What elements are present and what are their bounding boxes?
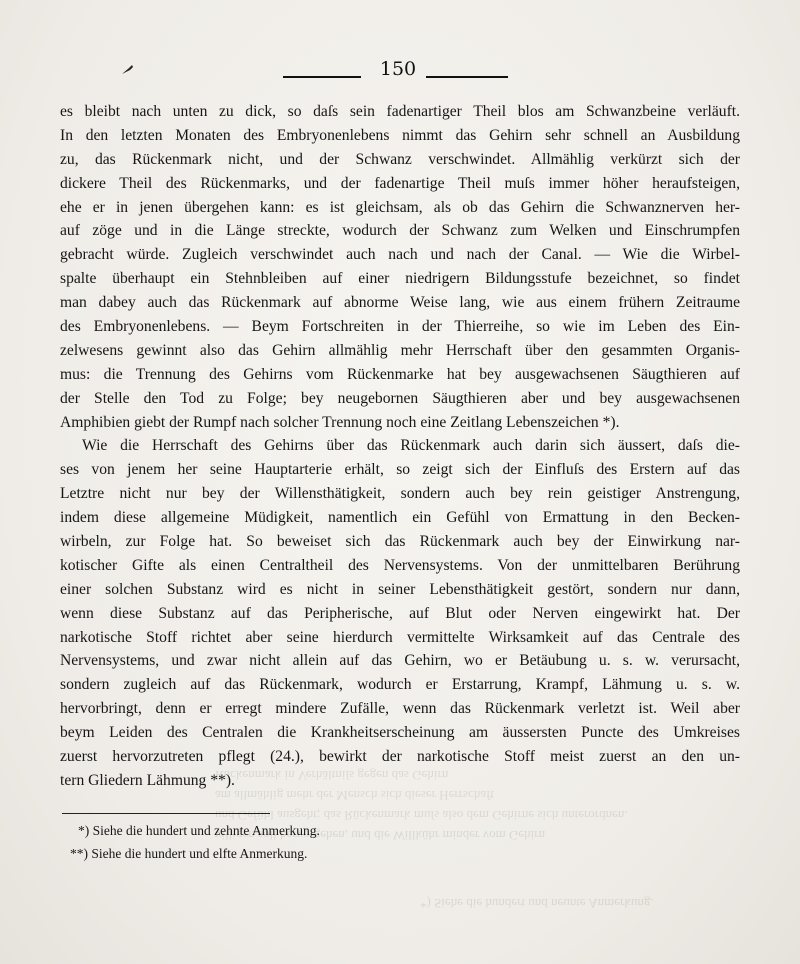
text-line: auf zöge und in die Länge streckte, wodurch der Schwanz zum Welken und Einschrumpfen bbox=[60, 222, 740, 240]
bleed-through-footnote: *) Siehe die hundert und neunte Anmerkung. bbox=[420, 896, 654, 911]
text-line: einer solchen Substanz wird es nicht in seiner Lebensthätigkeit gestört, sondern nur dann, bbox=[60, 580, 740, 598]
text-line: Amphibien giebt der Rumpf nach solcher Trennung noch eine Zeitlang Lebenszeichen *). bbox=[60, 413, 620, 431]
text-line: Letztre nicht nur bey der Willensthätigkeit, sondern auch bey rein geistiger Anstrengung, bbox=[60, 485, 740, 503]
text-line: wenn diese Substanz auf das Peripherische, auf Blut oder Nerven eingewirkt hat. Der bbox=[60, 604, 740, 622]
footnote: *) Siehe die hundert und zehnte Anmerkung. bbox=[78, 823, 320, 838]
ink-mark-icon bbox=[120, 62, 136, 78]
bleed-through-text: villigen soll hervorgehen, und die Willkühr minder vom Gehirn und Gefühl ausgeht; das Rückenmark muſs also dem Gehirne sich unterordnen. am allmählig mehr der Mensch sich dieser Herrschaft Rückenmark in Verhältniſs gegen das Gehirn bbox=[215, 768, 628, 843]
text-line: narkotische Stoff richtet aber seine hierdurch vermittelte Wirksamkeit auf das Centrale des bbox=[60, 628, 740, 646]
text-line: es bleibt nach unten zu dick, so daſs sein fadenartiger Theil blos am Schwanzbeine verläuft. bbox=[60, 103, 740, 120]
page-header bbox=[0, 58, 800, 90]
text-line: der Stelle den Tod zu Folge; bey neugebornen Säugthieren aber und bey ausgewachsenen bbox=[60, 389, 740, 407]
text-line: des Embryonenlebens. — Beym Fortschreiten in der Thierreihe, so wie im Leben des Ein- bbox=[60, 318, 740, 336]
body-text bbox=[60, 100, 740, 793]
text-line: zelwesens gewinnt also das Gehirn allmählig mehr Herrschaft über den gesammten Organis- bbox=[60, 341, 740, 359]
text-line: sondern zugleich auf das Rückenmark, wodurch er Erstarrung, Krampf, Lähmung u. s. w. bbox=[60, 676, 740, 694]
text-line: mus: die Trennung des Gehirns vom Rückenmarke hat bey ausgewachsenen Säugthieren auf bbox=[60, 365, 740, 383]
footnote: **) Siehe die hundert und elfte Anmerkung. bbox=[70, 846, 308, 861]
text-line: Nervensystems, und zwar nicht allein auf das Gehirn, wo er Betäubung u. s. w. verursacht, bbox=[60, 652, 740, 670]
page-number: 150 bbox=[379, 58, 417, 80]
text-line: spalte überhaupt ein Stehnbleiben auf einer niedrigern Bildungsstufe bezeichnet, so findet bbox=[60, 270, 740, 288]
text-line: In den letzten Monaten des Embryonenlebens nimmt das Gehirn sehr schnell an Ausbildung bbox=[60, 126, 740, 144]
paragraph bbox=[60, 434, 740, 792]
text-line: kotischer Gifte als einen Centraltheil des Nervensystems. Von der unmittelbaren Berührung bbox=[60, 556, 740, 574]
text-line: wirbeln, zur Folge hat. So beweiset sich das Rückenmark auch bey der Einwirkung nar- bbox=[60, 533, 740, 551]
text-line: gebracht würde. Zugleich verschwindet auch nach und nach der Canal. — Wie die Wirbel- bbox=[60, 246, 740, 264]
text-line: zu, das Rückenmark nicht, und der Schwanz verschwindet. Allmählig verkürzt sich der bbox=[60, 150, 740, 168]
text-line: ehe er in jenen übergehen kann: es ist gleichsam, als ob das Gehirn die Schwanznerven her- bbox=[60, 198, 740, 216]
header-rule-left bbox=[283, 76, 361, 78]
paragraph bbox=[60, 100, 740, 434]
text-line: man dabey auch das Rückenmark auf abnorme Weise lang, wie aus einem frühern Zeitraume bbox=[60, 294, 740, 312]
text-line: dickere Theil des Rückenmarks, und der fadenartige Theil muſs immer höher heraufsteigen, bbox=[60, 174, 740, 192]
text-line: ses von jenem her seine Hauptarterie erhält, so zeigt sich der Einfluſs des Erstern auf das bbox=[60, 461, 740, 479]
text-line: zuerst hervorzutreten pflegt (24.), bewirkt der narkotische Stoff meist zuerst an den un- bbox=[60, 748, 740, 766]
text-line: beym Leiden des Centralen die Krankheitserscheinung am äussersten Puncte des Umkreises bbox=[60, 724, 740, 742]
text-line: tern Gliedern Lähmung **). bbox=[60, 771, 235, 789]
text-line: Wie die Herrschaft des Gehirns über das Rückenmark auch darin sich äussert, daſs die- bbox=[82, 437, 740, 455]
text-line: hervorbringt, denn er erregt mindere Zufälle, wenn das Rückenmark verletzt ist. Weil aber bbox=[60, 700, 740, 718]
header-rule-right bbox=[426, 76, 508, 78]
text-line: indem diese allgemeine Müdigkeit, namentlich ein Gefühl von Ermattung in den Becken- bbox=[60, 509, 740, 527]
